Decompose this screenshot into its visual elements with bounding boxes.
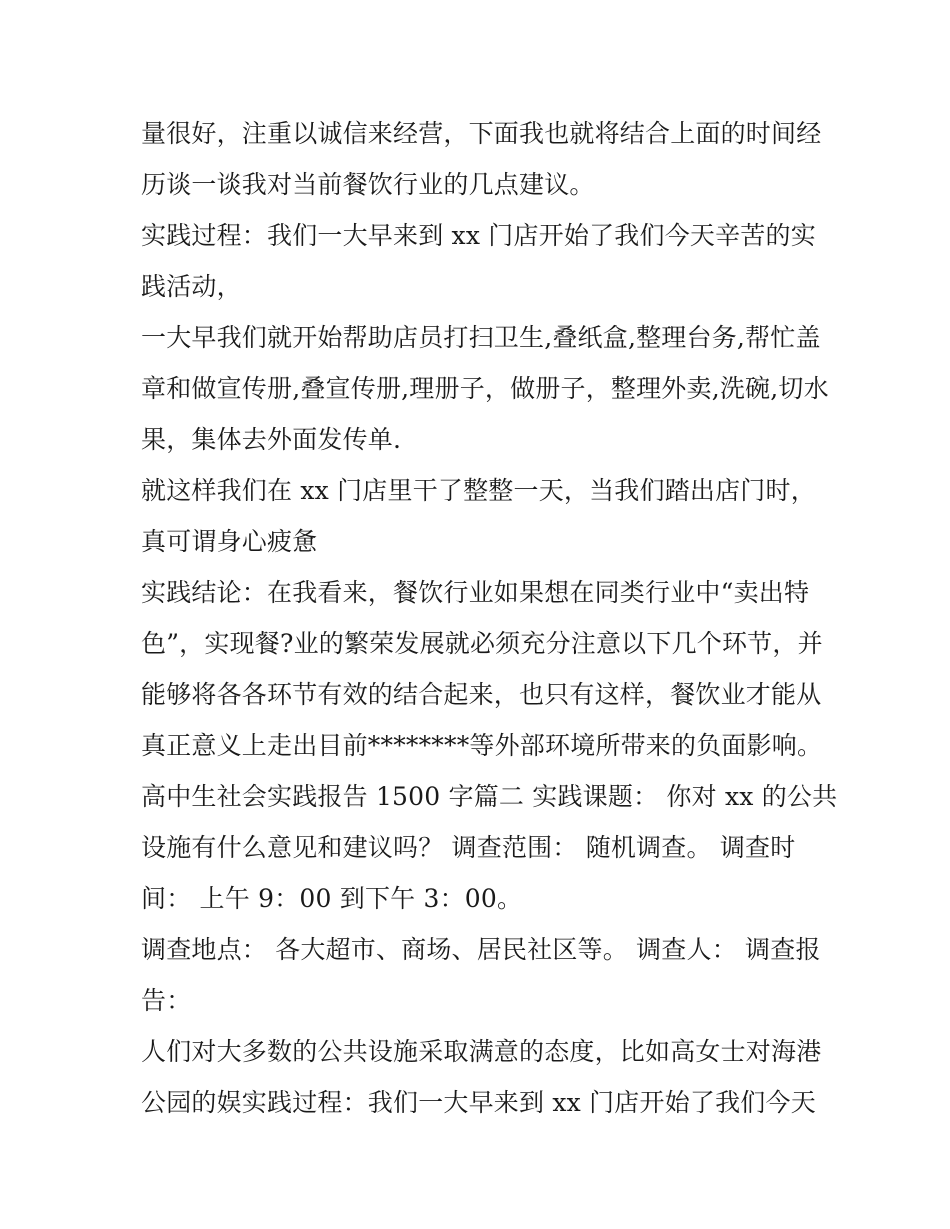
text-line: 人们对大多数的公共设施采取满意的态度，比如高女士对海港: [141, 1037, 822, 1066]
text-line: 间： 上午 9：00 到下午 3：00。: [141, 884, 523, 913]
text-line: 色”，实现餐?业的繁荣发展就必须充分注意以下几个环节，并: [141, 629, 823, 658]
body-text: [141, 108, 838, 1128]
text-line: 一大早我们就开始帮助店员打扫卫生,叠纸盒,整理台务,帮忙盖: [141, 323, 821, 352]
text-line: 公园的娱实践过程：我们一大早来到 xx 门店开始了我们今天: [141, 1088, 816, 1117]
text-line: 调查地点： 各大超市、商场、居民社区等。 调查人： 调查报: [141, 935, 821, 964]
text-line: 真正意义上走出目前********等外部环境所带来的负面影响。: [141, 731, 823, 760]
text-line: 量很好，注重以诚信来经营，下面我也就将结合上面的时间经: [141, 119, 822, 148]
text-line: 真可谓身心疲惫: [141, 527, 318, 556]
text-line: 实践结论：在我看来，餐饮行业如果想在同类行业中“卖出特: [141, 578, 810, 607]
text-line: 能够将各各环节有效的结合起来，也只有这样，餐饮业才能从: [141, 680, 822, 709]
text-line: 章和做宣传册,叠宣传册,理册子，做册子，整理外卖,洗碗,切水: [141, 374, 829, 403]
text-line: 果，集体去外面发传单.: [141, 425, 402, 454]
text-line: 高中生社会实践报告 1500 字篇二 实践课题： 你对 xx 的公共: [141, 782, 838, 811]
text-line: 设施有什么意见和建议吗？ 调查范围： 随机调查。 调查时: [141, 833, 796, 862]
text-line: 实践过程：我们一大早来到 xx 门店开始了我们今天辛苦的实: [141, 221, 816, 250]
text-line: 告：: [141, 986, 192, 1015]
text-line: 践活动，: [141, 272, 242, 301]
text-line: 就这样我们在 xx 门店里干了整整一天，当我们踏出店门时，: [141, 476, 816, 505]
text-line: 历谈一谈我对当前餐饮行业的几点建议。: [141, 170, 595, 199]
